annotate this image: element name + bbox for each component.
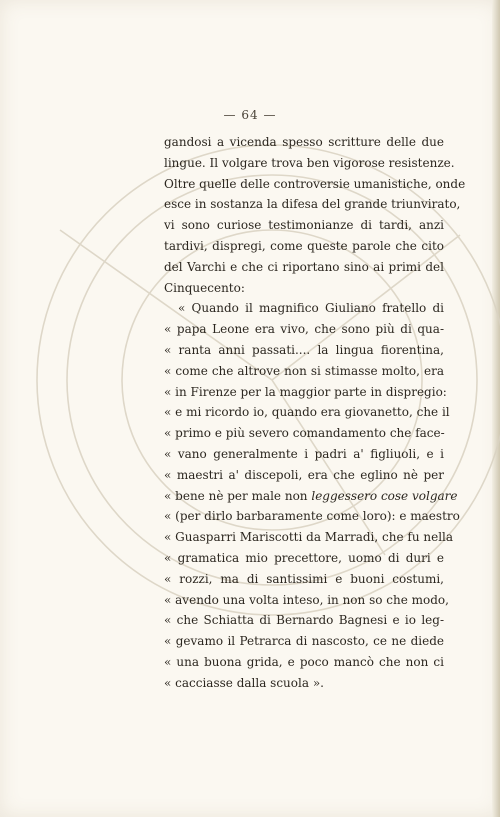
quote-line: « avendo una volta inteso, in non so che modo,	[164, 592, 449, 607]
page-edge	[492, 0, 500, 817]
quote-line: « vano generalmente i padri a' figliuoli, e i	[164, 446, 444, 461]
quote-line: « gevamo il Petrarca di nascosto, ce ne diede	[164, 634, 444, 649]
quote-line: « maestri a' discepoli, era che eglino nè per	[164, 467, 444, 482]
text-line: vi sono curiose testimonianze di tardi, anzi	[164, 218, 444, 233]
quote-line: « primo e più severo comandamento che face-	[164, 426, 445, 441]
quote-line: « (per dirlo barbaramente come loro): e maestro	[164, 509, 460, 524]
quote-line: « papa Leone era vivo, che sono più di qua-	[164, 322, 444, 337]
quote-line: « e mi ricordo io, quando era giovanetto, che il	[164, 405, 450, 420]
quote-line: « ranta anni passati.... la lingua fiorentina,	[164, 342, 444, 357]
page-number: — 64 —	[223, 108, 277, 122]
text-line: Cinquecento:	[164, 280, 245, 295]
quote-line: « come che altrove non si stimasse molto, era	[164, 363, 444, 378]
text-line: esce in sostanza la difesa del grande triunvirato,	[164, 197, 461, 212]
text-line: lingue. Il volgare trova ben vigorose resistenze.	[164, 155, 455, 170]
quote-line: « Guasparri Mariscotti da Marradi, che fu nella	[164, 530, 454, 545]
quote-line: « cacciasse dalla scuola ».	[164, 675, 324, 690]
body-text	[164, 132, 466, 694]
quote-line: « Quando il magnifico Giuliano fratello di	[178, 301, 444, 316]
quote-line: « che Schiatta di Bernardo Bagnesi e io leg-	[164, 613, 444, 628]
text-line: Oltre quelle delle controversie umanistiche, onde	[164, 176, 466, 191]
text-line: gandosi a vicenda spesso scritture delle due	[164, 135, 444, 149]
quote-line: « in Firenze per la maggior parte in dispregio:	[164, 384, 447, 399]
quote-line: « bene nè per male non leggessero cose volgare	[164, 488, 458, 503]
quote-line: « rozzi, ma di santissimi e buoni costumi,	[164, 571, 444, 586]
text-line: tardivi, dispregi, come queste parole che cito	[164, 238, 444, 253]
quote-line: « gramatica mio precettore, uomo di duri e	[164, 550, 444, 565]
italic-phrase: leggessero cose volgare	[311, 488, 458, 503]
quote-line: « una buona grida, e poco mancò che non ci	[164, 654, 444, 669]
text-line: del Varchi e che ci riportano sino ai primi del	[164, 259, 444, 274]
